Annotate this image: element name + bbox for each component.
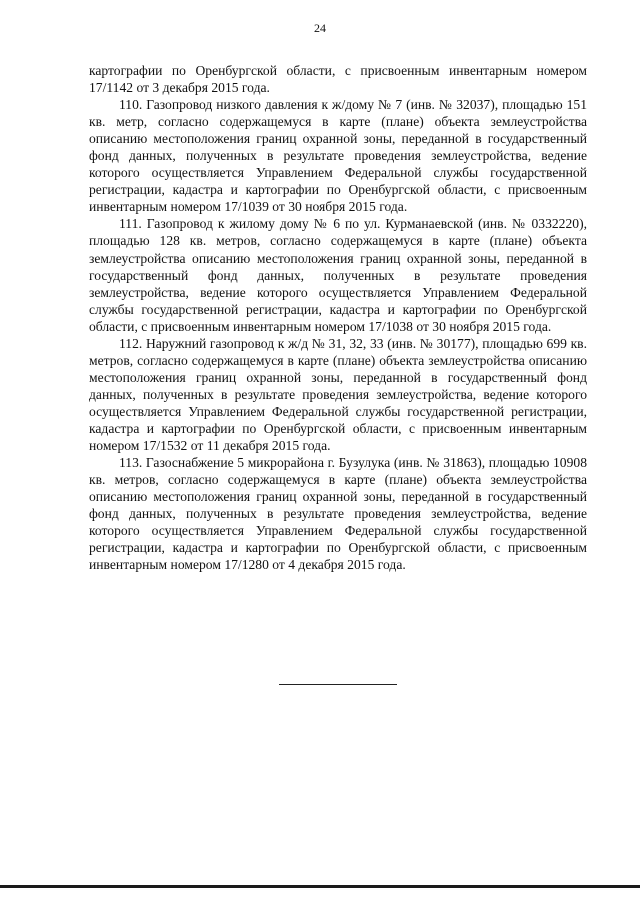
paragraph-item-111: 111. Газопровод к жилому дому № 6 по ул. Курманаевской (инв. № 0332220), площадью 128 кв. метров, согласно содержащемуся в карте (плане) объекта землеустройства описанию местоположения границ охранной зоны, переданной в государственный фонд данных, полученных в результате проведения землеустройства, ведение которого осуществляется Управлением Федеральной службы государственной регистрации, кадастра и картографии по Оренбургской области, с присвоенным инвентарным номером 17/1038 от 30 ноября 2015 года. [89, 216, 587, 334]
paragraph-item-110: 110. Газопровод низкого давления к ж/дому № 7 (инв. № 32037), площадью 151 кв. метр, согласно содержащемуся в карте (плане) объекта землеустройства описанию местоположения границ охранной зоны, переданной в государственный фонд данных, полученных в результате проведения землеустройства, ведение которого осуществляется Управлением Федеральной службы государственной регистрации, кадастра и картографии по Оренбургской области, с присвоенным инвентарным номером 17/1039 от 30 ноября 2015 года. [89, 97, 587, 215]
end-divider-line [279, 684, 397, 685]
page-number: 24 [314, 21, 326, 35]
page-bottom-edge [0, 885, 640, 888]
document-body [89, 62, 587, 573]
paragraph-item-113: 113. Газоснабжение 5 микрорайона г. Бузулука (инв. № 31863), площадью 10908 кв. метров, согласно содержащемуся в карте (плане) объекта землеустройства описанию местоположения границ охранной зоны, переданной в государственный фонд данных, полученных в результате проведения землеустройства, ведение которого осуществляется Управлением Федеральной службы государственной регистрации, кадастра и картографии по Оренбургской области, с присвоенным инвентарным номером 17/1280 от 4 декабря 2015 года. [89, 455, 587, 573]
paragraph-item-112: 112. Наружний газопровод к ж/д № 31, 32, 33 (инв. № 30177), площадью 699 кв. метров, согласно содержащемуся в карте (плане) объекта землеустройства описанию местоположения границ охранной зоны, переданной в государственный фонд данных, полученных в результате проведения землеустройства, ведение которого осуществляется Управлением Федеральной службы государственной регистрации, кадастра и картографии по Оренбургской области, с присвоенным инвентарным номером 17/1532 от 11 декабря 2015 года. [89, 335, 587, 454]
paragraph-continuation: картографии по Оренбургской области, с присвоенным инвентарным номером 17/1142 от 3 декабря 2015 года. [89, 63, 587, 96]
